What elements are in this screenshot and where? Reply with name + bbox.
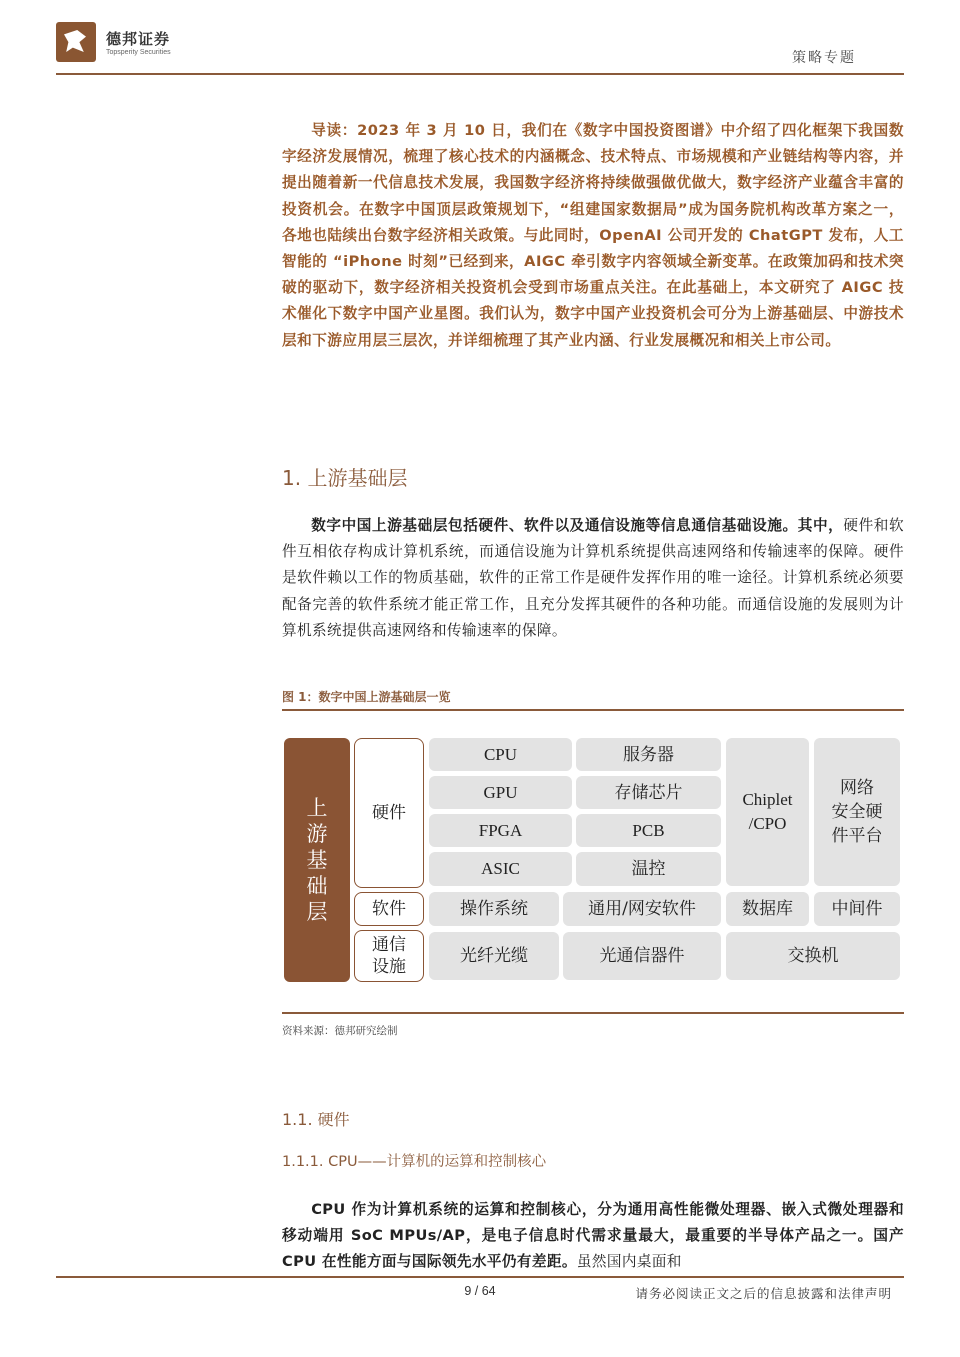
section-lead-bold: 数字中国上游基础层包括硬件、软件以及通信设施等信息通信基础设施。其中， — [311, 517, 844, 534]
sw-item-os: 操作系统 — [429, 892, 559, 926]
section-tag: 策略专题 — [792, 50, 856, 66]
hw-item-cpu: CPU — [429, 738, 572, 771]
hw-item-asic: ASIC — [429, 852, 572, 886]
logo-name-cn: 德邦证券 — [106, 30, 171, 48]
hw-item-pcb: PCB — [576, 814, 721, 847]
subsection-heading: 1.1. 硬件 — [282, 1110, 350, 1129]
category-hardware: 硬件 — [354, 738, 424, 888]
cpu-paragraph — [282, 1197, 904, 1275]
cpu-bold-text: CPU 作为计算机系统的运算和控制核心，分为通用高性能微处理器、嵌入式微处理器和移动端用 SoC MPUs/AP，是电子信息时代需求量最大，最重要的半导体产品之一。国产 CPU 在性能方面与国际领先水平仍有差距。 — [282, 1201, 904, 1270]
intro-paragraph: 导读：2023 年 3 月 10 日，我们在《数字中国投资图谱》中介绍了四化框架下我国数字经济发展情况，梳理了核心技术的内涵概念、技术特点、市场规模和产业链结构等内容，并提出随着新一代信息技术发展，我国数字经济将持续做强做优做大，数字经济产业蕴含丰富的投资机会。在数字中国顶层政策规划下，“组建国家数据局”成为国务院机构改革方案之一，各地也陆续出台数字经济相关政策。与此同时，OpenAI 公司开发的 ChatGPT 发布，人工智能的 “iPhone 时刻”已经到来，AIGC 牵引数字内容领域全新变革。在政策加码和技术突破的驱动下，数字经济相关投资机会受到市场重点关注。在此基础上，本文研究了 AIGC 技术催化下数字中国产业星图。我们认为，数字中国产业投资机会可分为上游基础层、中游技术层和下游应用层三层次，并详细梳理了其产业内涵、行业发展概况和相关上市公司。 — [282, 122, 904, 349]
comm-item-fiber: 光纤光缆 — [429, 932, 559, 980]
hw-item-server: 服务器 — [576, 738, 721, 771]
sw-item-middleware: 中间件 — [814, 892, 900, 926]
figure-source: 资料来源：德邦研究绘制 — [282, 1025, 398, 1037]
diagram-lead-upstream: 上 游 基 础 层 — [284, 738, 350, 982]
section-body — [282, 513, 904, 644]
hw-item-fpga: FPGA — [429, 814, 572, 847]
figure-bottom-rule — [282, 1012, 904, 1014]
cpu-normal-text: 虽然国内桌面和 — [576, 1253, 682, 1270]
figure-caption: 图 1：数字中国上游基础层一览 — [282, 690, 451, 704]
upstream-diagram — [282, 736, 904, 984]
hw-item-chiplet-cpo: Chiplet /CPO — [726, 738, 809, 886]
subsubsection-heading: 1.1.1. CPU——计算机的运算和控制核心 — [282, 1154, 547, 1170]
disclaimer-note: 请务必阅读正文之后的信息披露和法律声明 — [635, 1286, 892, 1301]
comm-item-optical-device: 光通信器件 — [563, 932, 721, 980]
header-divider — [56, 73, 904, 75]
page-number: 9 / 64 — [464, 1284, 496, 1298]
category-software: 软件 — [354, 892, 424, 926]
category-comm: 通信 设施 — [354, 930, 424, 982]
section-body-text: 硬件和软件互相依存构成计算机系统，而通信设施为计算机系统提供高速网络和传输速率的保障。硬件是软件赖以工作的物质基础，软件的正常工作是硬件发挥作用的唯一途径。计算机系统必须要配备完善的软件系统才能正常工作，且充分发挥其硬件的各种功能。而通信设施的发展则为计算机系统提供高速网络和传输速率的保障。 — [282, 517, 904, 639]
hw-item-thermal: 温控 — [576, 852, 721, 886]
hw-item-gpu: GPU — [429, 776, 572, 809]
section-heading: 1. 上游基础层 — [282, 466, 408, 490]
sw-item-database: 数据库 — [726, 892, 809, 926]
hw-item-network-security: 网络 安全硬 件平台 — [814, 738, 900, 886]
hw-item-storage-chip: 存储芯片 — [576, 776, 721, 809]
logo-name-en: Topsperity Securities — [106, 49, 171, 56]
comm-item-switch: 交换机 — [726, 932, 900, 980]
footer-divider — [56, 1276, 904, 1278]
sw-item-general-security: 通用/网安软件 — [563, 892, 721, 926]
logo-icon — [56, 22, 96, 62]
figure-top-rule — [282, 709, 904, 711]
company-logo — [56, 22, 171, 62]
